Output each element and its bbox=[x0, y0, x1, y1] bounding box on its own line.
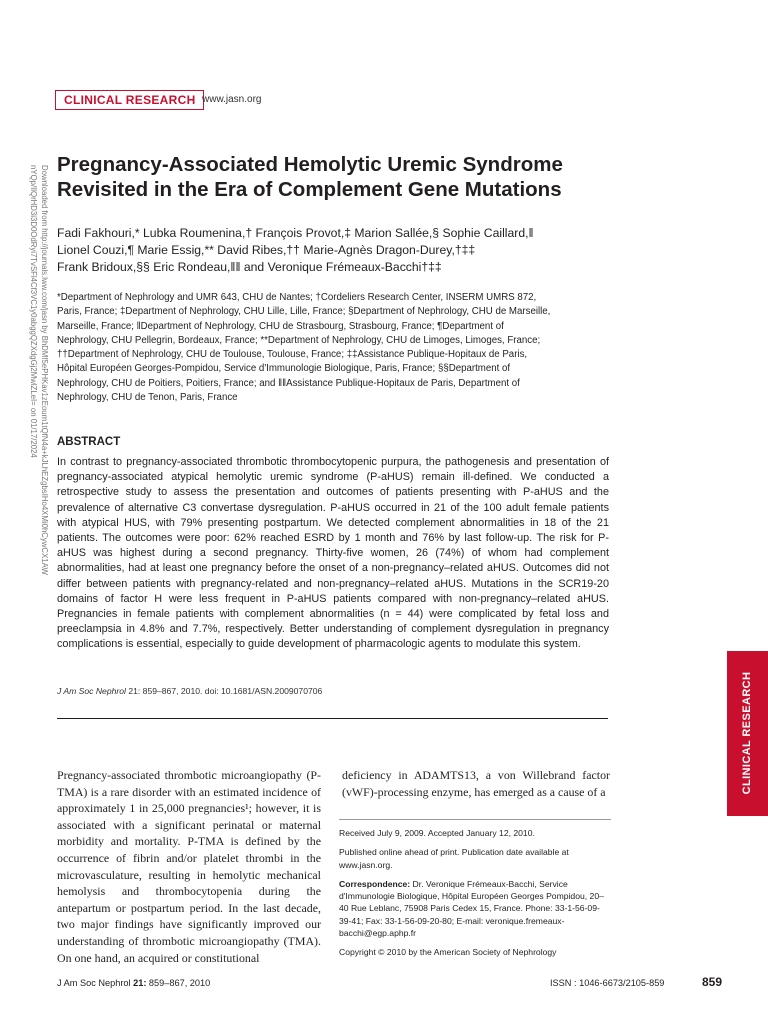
affiliation-line: Nephrology, CHU de Poitiers, Poitiers, France; and ‖‖Assistance Publique-Hopitaux de Paris, Department of bbox=[57, 377, 520, 389]
publication-note: Published online ahead of print. Publication date available at www.jasn.org. bbox=[339, 847, 569, 870]
download-notice-wrapper bbox=[22, 165, 50, 605]
author-list bbox=[57, 225, 677, 276]
body-column-left: Pregnancy-associated thrombotic microangiopathy (P-TMA) is a rare disorder with an estimated incidence of approximately 1 in 25,000 pregnancies¹; however, it is associated with a significant perinatal or maternal morbidity and mortality. P-TMA is defined by the occurrence of fibrin and/or platelet thrombi in the microvasculature, resulting in hemolytic mechanical hemolysis and thrombocytopenia during the antepartum or postpartum period. In the last decade, two major findings have significantly improved our understanding of thrombotic microangiopathy (TMA). On one hand, an acquired or constitutional bbox=[57, 768, 321, 965]
footer-issn: ISSN : 1046-6673/2105-859 bbox=[550, 978, 665, 988]
download-notice: Downloaded from http://journals.lww.com/jasn by BhDMf5ePHKav1zEoum1tQfN4a+kJLhEZgbsIHo4XMi0hCywCX1AW nYQp/IlQrHD3i3D0OdRyi7TvSFl4Cf3VC1y0abggQZXdgGj2MwlZLeI= on 01/17/2024 bbox=[29, 165, 49, 575]
affiliation-line: Hôpital Européen Georges-Pompidou, Service d'Immunologie Biologique, Paris, France; §§Department of bbox=[57, 363, 511, 375]
footer-journal: J Am Soc Nephrol bbox=[57, 978, 134, 988]
section-side-tab bbox=[727, 651, 768, 816]
article-title: Pregnancy-Associated Hemolytic Uremic Syndrome Revisited in the Era of Complement Gene Mutations bbox=[57, 153, 563, 201]
citation-journal: J Am Soc Nephrol bbox=[57, 686, 126, 696]
correspondence bbox=[339, 878, 611, 939]
affiliation-line: Nephrology, CHU Pellegrin, Bordeaux, France; **Department of Nephrology, CHU de Limoges, Limoges, France; bbox=[57, 334, 541, 346]
affiliation-line: Marseille, France; ‖Department of Nephrology, CHU de Strasbourg, Strasbourg, France; ¶Department of bbox=[57, 320, 504, 332]
side-tab-label: CLINICAL RESEARCH bbox=[741, 671, 753, 795]
affiliation-line: Nephrology, CHU de Tenon, Paris, France bbox=[57, 392, 238, 404]
body-column-right: deficiency in ADAMTS13, a von Willebrand factor (vWF)-processing enzyme, has emerged as a cause of a bbox=[342, 768, 610, 799]
correspondence-text: Dr. Veronique Frémeaux-Bacchi, Service d'Immunologie Biologique, Hôpital Européen Georges Pompidou, 20–40 Rue Leblanc, 75908 Paris Cedex 15, France. Phone: 33-1-56-09-39-41; Fax: 33-1-56-09-20-80; E-mail: veronique.fremeaux-bacchi@egp.aphp.fr bbox=[339, 878, 604, 939]
correspondence-label: Correspondence: bbox=[339, 878, 411, 889]
affiliation-line: ††Department of Nephrology, CHU de Toulouse, Toulouse, France; ‡‡Assistance Publique-Hopitaux de Paris, bbox=[57, 349, 528, 361]
section-divider bbox=[57, 718, 608, 719]
abstract-body: In contrast to pregnancy-associated thrombotic thrombocytopenic purpura, the pathogenesis and presentation of pregnancy-associated atypical hemolytic uremic syndrome (P-aHUS) remain ill-defined. We conducted a retrospective study to assess the presentation and outcomes of patients presenting with P-aHUS and the prevalence of alternative C3 convertase dysregulation. P-aHUS occurred in 21 of the 100 adult female patients with atypical HUS, with 79% presenting postpartum. We detected complement abnormalities in 18 of the 21 patients. The outcomes were poor: 62% reached ESRD by 1 month and 76% by last follow-up. The risk for P-aHUS was highest during a second pregnancy. Thirty-five women, 26 (74%) of whom had complement abnormalities, had at least one pregnancy before the onset of a non-pregnancy–related aHUS. Outcomes did not differ between patients with pregnancy-related and non-pregnancy–related aHUS. Mutations in the SCR19-20 domains of factor H were less frequent in P-aHUS patients compared with non-pregnancy–related aHUS. Pregnancies in female patients with complement abnormalities (n = 44) were complicated by fetal loss and preeclampsia in 4.8% and 7.7%, respectively. Better understanding of complement dysregulation in pregnancy complications is essential, especially to guide development of pharmacologic agents to modulate this system. bbox=[57, 456, 609, 651]
received-dates: Received July 9, 2009. Accepted January 12, 2010. bbox=[339, 828, 535, 838]
affiliation-line: *Department of Nephrology and UMR 643, CHU de Nantes; †Cordeliers Research Center, INSERM UMRS 872, bbox=[57, 292, 537, 303]
author-line: Lionel Couzi,¶ Marie Essig,** David Ribes,†† Marie-Agnès Dragon-Durey,†‡‡ bbox=[57, 243, 476, 257]
abstract-heading: ABSTRACT bbox=[57, 436, 121, 448]
footer-citation bbox=[57, 978, 210, 988]
section-tag: CLINICAL RESEARCH bbox=[55, 90, 204, 110]
author-line: Fadi Fakhouri,* Lubka Roumenina,† François Provot,‡ Marion Sallée,§ Sophie Caillard,‖ bbox=[57, 226, 534, 240]
journal-url[interactable]: www.jasn.org bbox=[202, 94, 262, 105]
abstract-citation bbox=[57, 686, 322, 696]
copyright: Copyright © 2010 by the American Society of Nephrology bbox=[339, 947, 557, 958]
citation-details: 21: 859–867, 2010. doi: 10.1681/ASN.2009070706 bbox=[125, 686, 323, 696]
affiliation-line: Paris, France; ‡Department of Nephrology, CHU Lille, Lille, France; §Department of Nephrology, CHU de Marseille, bbox=[57, 306, 551, 318]
author-line: Frank Bridoux,§§ Eric Rondeau,‖‖ and Veronique Frémeaux-Bacchi†‡‡ bbox=[57, 260, 442, 274]
footer-pages: 859–867, 2010 bbox=[146, 978, 211, 988]
article-info-panel bbox=[339, 819, 611, 966]
footer-volume: 21: bbox=[133, 978, 147, 988]
page-number: 859 bbox=[702, 975, 723, 989]
affiliations bbox=[57, 291, 617, 405]
